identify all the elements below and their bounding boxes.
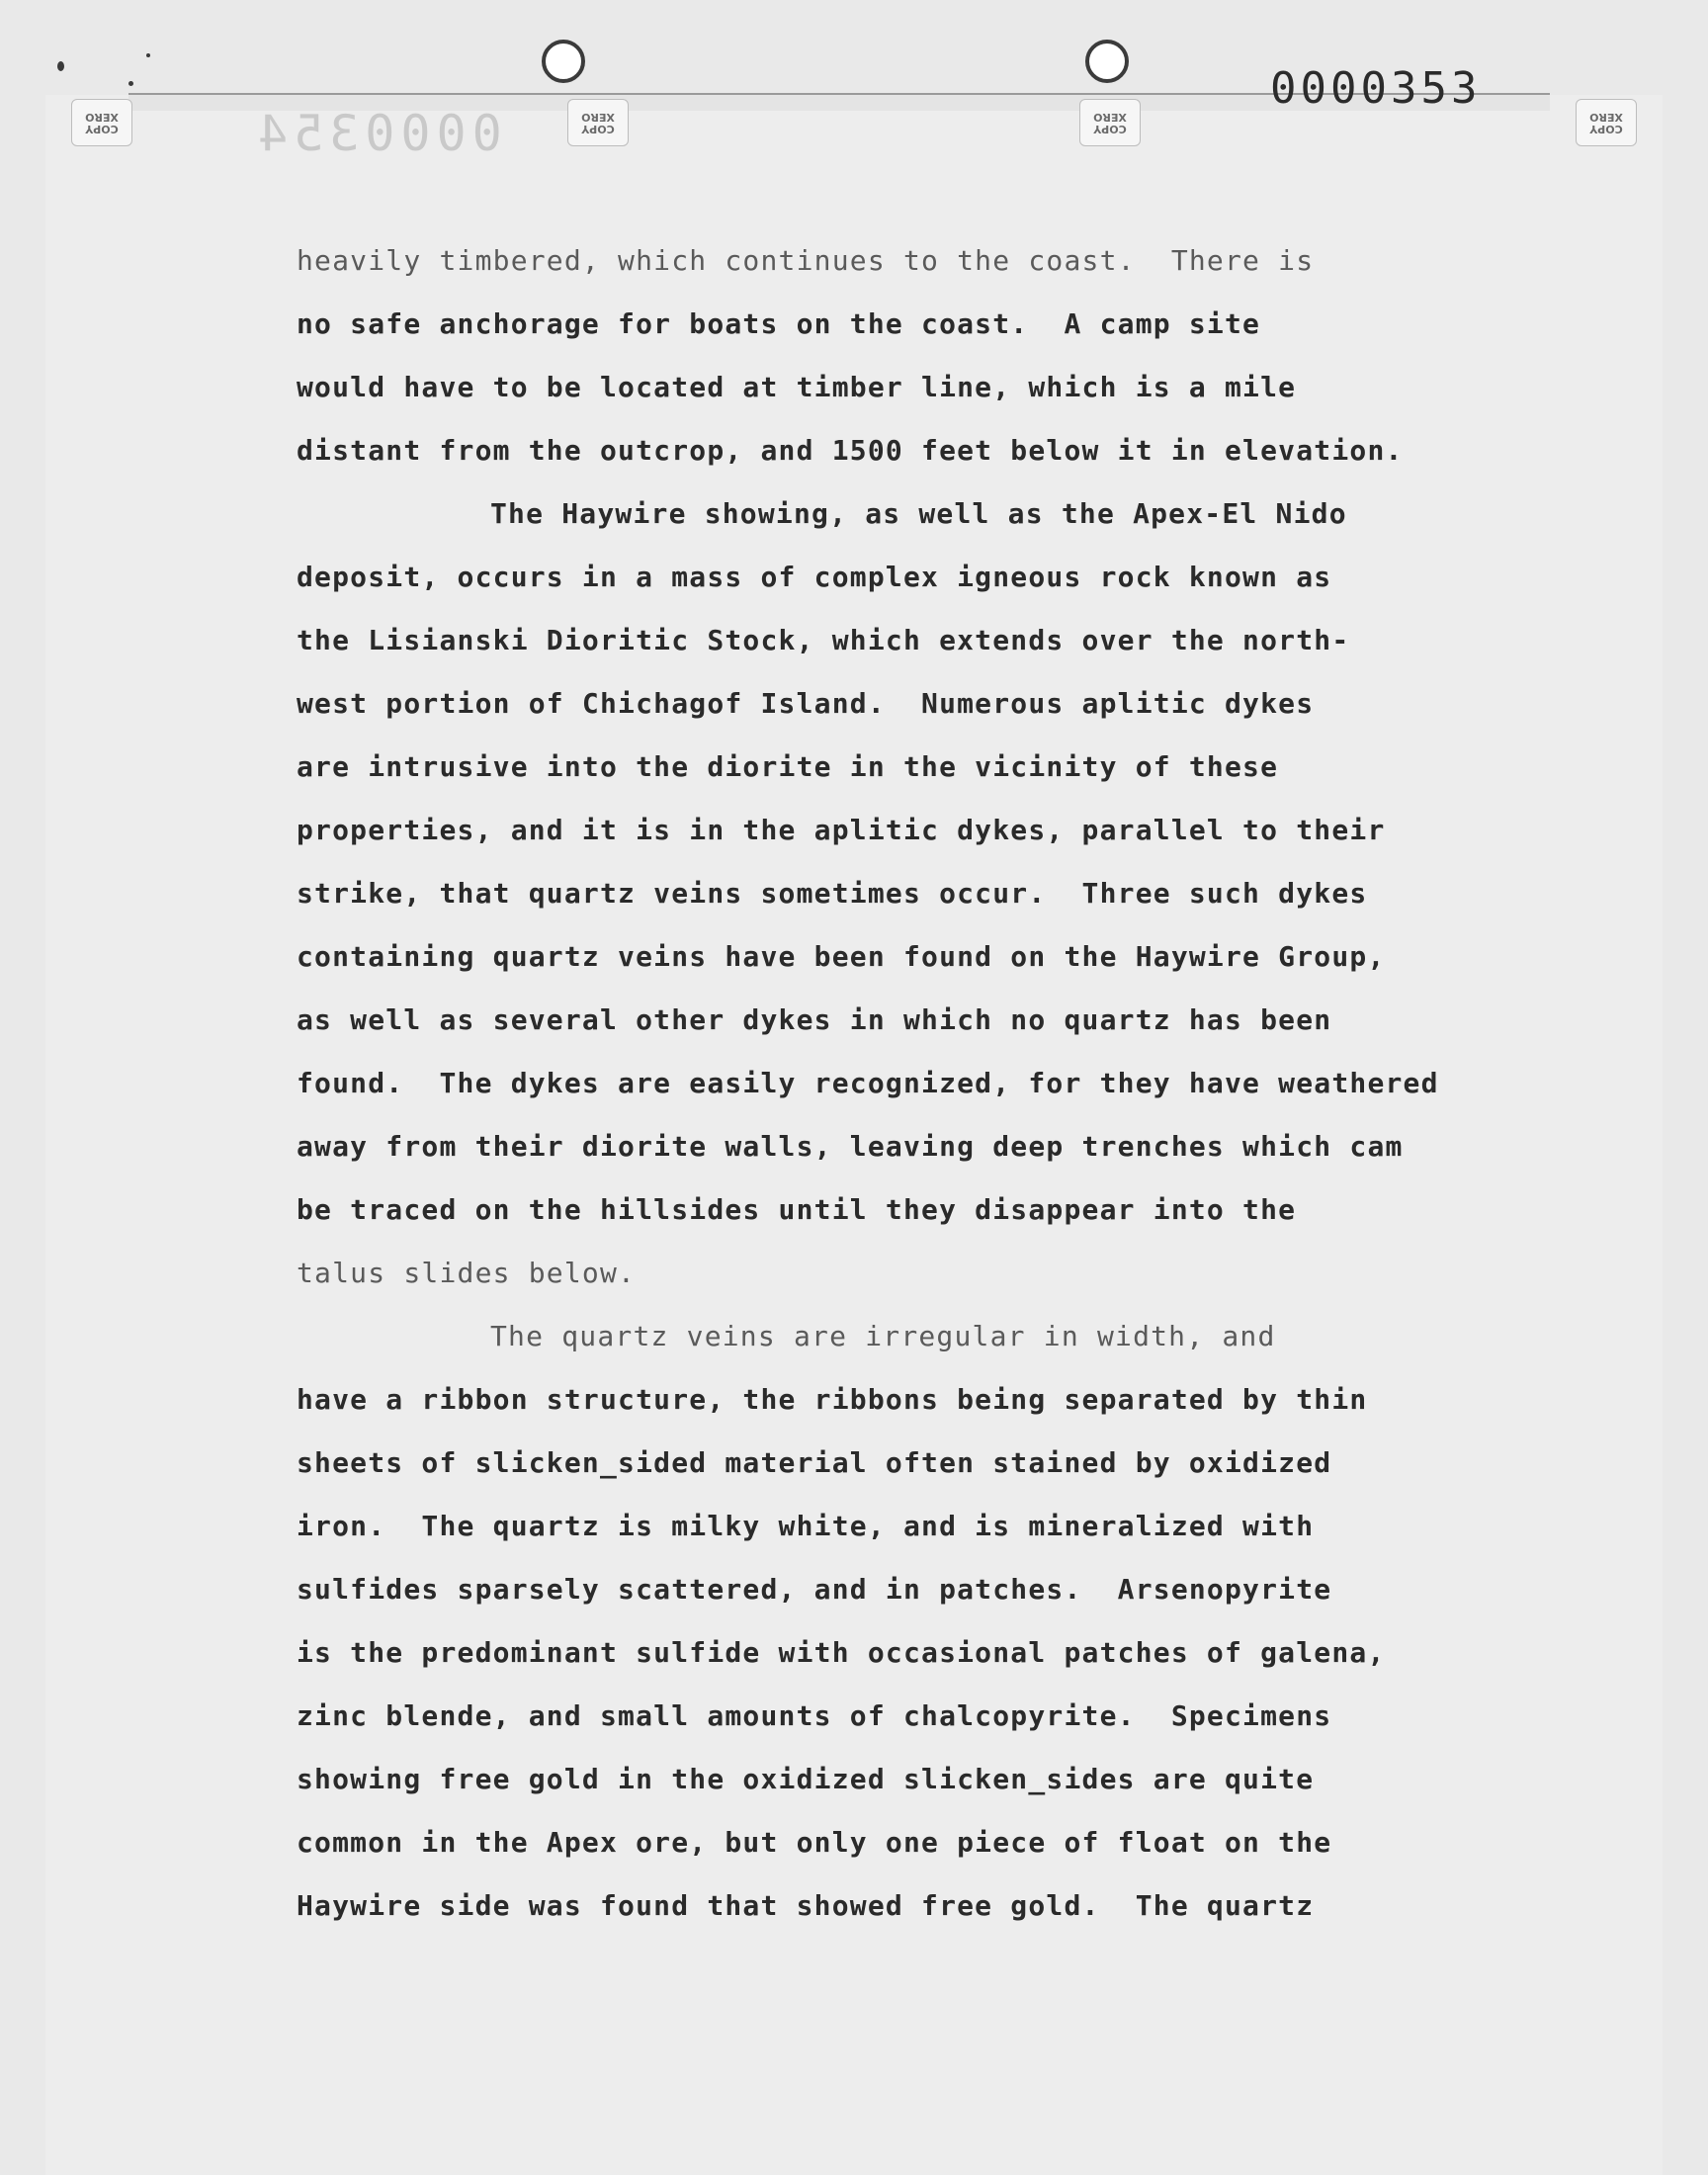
text-line: talus slides below. <box>297 1257 637 1289</box>
bleed-through-page-number: 0000354 <box>252 105 502 162</box>
punch-hole-right <box>1085 40 1129 83</box>
speck <box>128 81 133 86</box>
tab-top-text: COPY <box>581 123 615 135</box>
text-line: would have to be located at timber line, which is a mile <box>297 371 1297 403</box>
text-line: strike, that quartz veins sometimes occur. Three such dykes <box>297 877 1368 910</box>
text-line: common in the Apex ore, but only one piece of float on the <box>297 1826 1332 1859</box>
text-line: have a ribbon structure, the ribbons being separated by thin <box>297 1383 1368 1416</box>
text-line: sheets of slicken_sided material often stained by oxidized <box>297 1446 1332 1479</box>
speck <box>57 61 64 71</box>
xero-copy-tab <box>567 99 629 146</box>
text-line: distant from the outcrop, and 1500 feet below it in elevation. <box>297 434 1404 467</box>
text-line: no safe anchorage for boats on the coast. A camp site <box>297 307 1261 340</box>
text-line: west portion of Chichagof Island. Numerous aplitic dykes <box>297 687 1315 720</box>
text-line: are intrusive into the diorite in the vicinity of these <box>297 750 1279 783</box>
text-line: containing quartz veins have been found on the Haywire Group, <box>297 940 1386 973</box>
text-line: sulfides sparsely scattered, and in patches. Arsenopyrite <box>297 1573 1332 1606</box>
tab-bottom-text: XERO <box>1093 111 1127 124</box>
punch-hole-left <box>542 40 585 83</box>
text-line: zinc blende, and small amounts of chalcopyrite. Specimens <box>297 1699 1332 1732</box>
tab-bottom-text: XERO <box>581 111 615 124</box>
tab-bottom-text: XERO <box>1589 111 1623 124</box>
tab-top-text: COPY <box>1093 123 1127 135</box>
text-line: as well as several other dykes in which no quartz has been <box>297 1003 1332 1036</box>
text-line: Haywire side was found that showed free gold. The quartz <box>297 1889 1315 1922</box>
tab-top-text: COPY <box>85 123 119 135</box>
text-line: found. The dykes are easily recognized, for they have weathered <box>297 1067 1439 1099</box>
text-line: the Lisianski Dioritic Stock, which extends over the north- <box>297 624 1350 656</box>
text-line: The quartz veins are irregular in width, and <box>490 1320 1276 1352</box>
text-line: be traced on the hillsides until they disappear into the <box>297 1193 1297 1226</box>
tab-top-text: COPY <box>1589 123 1623 135</box>
text-line: iron. The quartz is milky white, and is mineralized with <box>297 1510 1315 1542</box>
xero-copy-tab <box>71 99 132 146</box>
text-line: away from their diorite walls, leaving deep trenches which cam <box>297 1130 1404 1163</box>
tab-bottom-text: XERO <box>85 111 119 124</box>
speck <box>146 53 150 57</box>
text-line: deposit, occurs in a mass of complex igneous rock known as <box>297 561 1332 593</box>
document-body <box>297 229 1522 1938</box>
page-number: 0000353 <box>1270 63 1482 114</box>
text-line: heavily timbered, which continues to the coast. There is <box>297 244 1315 277</box>
text-line: properties, and it is in the aplitic dykes, parallel to their <box>297 814 1386 846</box>
text-line: showing free gold in the oxidized slicken_sides are quite <box>297 1763 1315 1795</box>
xero-copy-tab <box>1079 99 1141 146</box>
text-line: is the predominant sulfide with occasional patches of galena, <box>297 1636 1386 1669</box>
xero-copy-tab <box>1576 99 1637 146</box>
text-line: The Haywire showing, as well as the Apex-El Nido <box>490 497 1347 530</box>
